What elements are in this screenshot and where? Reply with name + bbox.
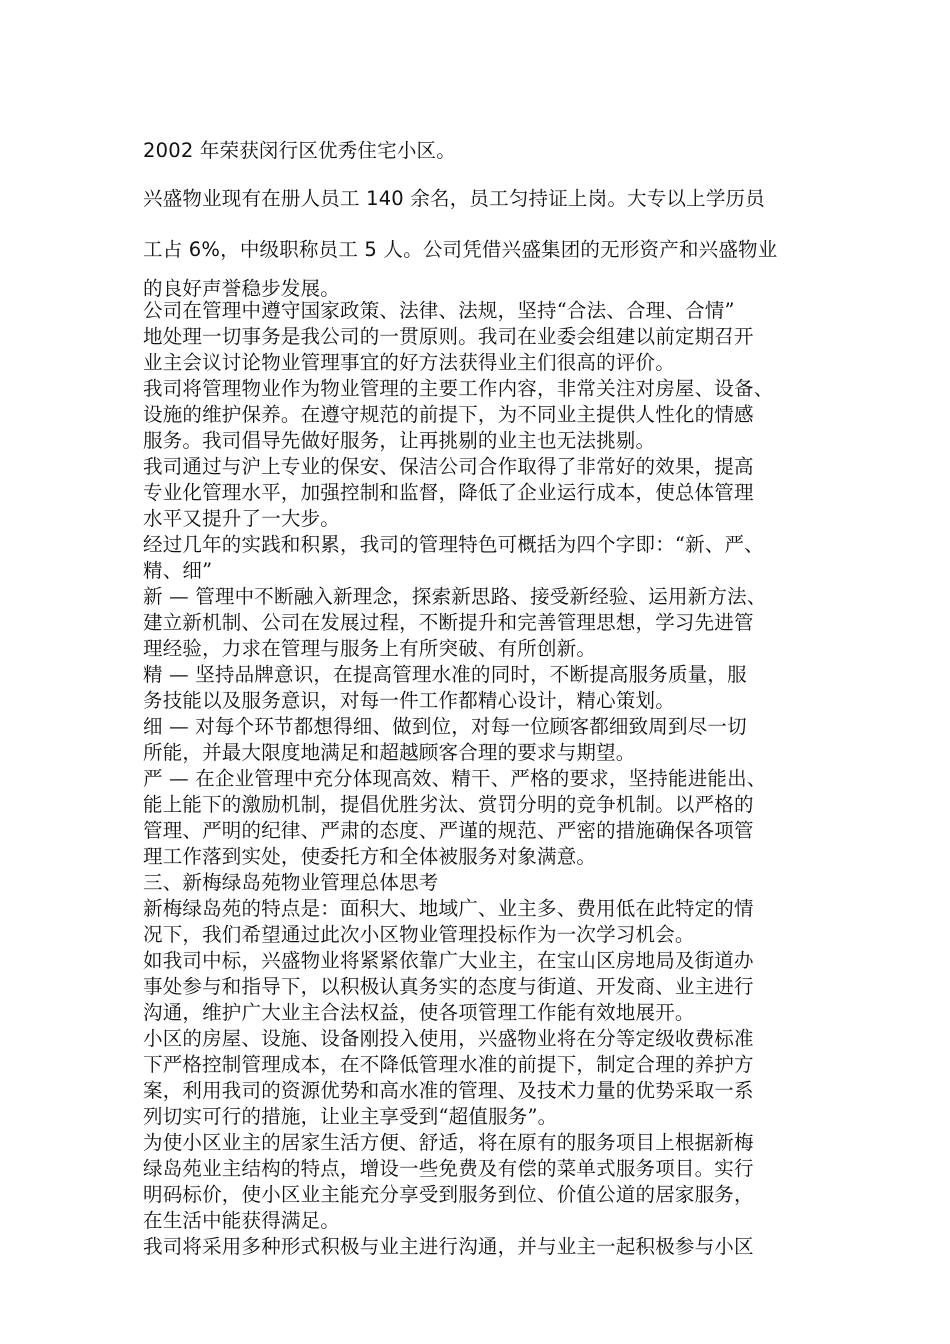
text-line: 设施的维护保养。在遵守规范的前提下，为不同业主提供人性化的情感 bbox=[143, 403, 754, 426]
text-line: 建立新机制、公司在发展过程，不断提升和完善管理思想，学习先进管 bbox=[143, 611, 754, 634]
text-line: 细 — 对每个环节都想得细、做到位，对每一位顾客都细致周到尽一切 bbox=[143, 715, 747, 738]
text-line: 务技能以及服务意识，对每一件工作都精心设计，精心策划。 bbox=[143, 689, 675, 712]
text-line: 地处理一切事务是我公司的一贯原则。我司在业委会组建以前定期召开 bbox=[143, 325, 754, 348]
text-line: 案，利用我司的资源优势和高水准的管理、及技术力量的优势采取一系 bbox=[143, 1079, 754, 1102]
text-line: 理工作落到实处，使委托方和全体被服务对象满意。 bbox=[143, 845, 597, 868]
text-line: 我司将采用多种形式积极与业主进行沟通，并与业主一起积极参与小区 bbox=[143, 1235, 754, 1258]
section-heading: 三、新梅绿岛苑物业管理总体思考 bbox=[143, 871, 439, 894]
text-line: 事处参与和指导下，以积极认真务实的态度与街道、开发商、业主进行 bbox=[143, 975, 754, 998]
text-line: 理经验，力求在管理与服务上有所突破、有所创新。 bbox=[143, 637, 597, 660]
text-line: 下严格控制管理成本，在不降低管理水准的前提下，制定合理的养护方 bbox=[143, 1053, 754, 1076]
text-line: 沟通，维护广大业主合法权益，使各项管理工作能有效地展开。 bbox=[143, 1001, 695, 1024]
text-line: 专业化管理水平，加强控制和监督，降低了企业运行成本，使总体管理 bbox=[143, 481, 754, 504]
text-line: 明码标价，使小区业主能充分享受到服务到位、价值公道的居家服务， bbox=[143, 1183, 754, 1206]
text-line: 小区的房屋、设施、设备刚投入使用，兴盛物业将在分等定级收费标准 bbox=[143, 1027, 754, 1050]
text-line: 况下，我们希望通过此次小区物业管理投标作为一次学习机会。 bbox=[143, 923, 695, 946]
text-line: 如我司中标，兴盛物业将紧紧依靠广大业主，在宝山区房地局及街道办 bbox=[143, 949, 754, 972]
text-line: 水平又提升了一大步。 bbox=[143, 507, 341, 530]
text-line: 精、细” bbox=[143, 559, 213, 582]
text-line: 严 — 在企业管理中充分体现高效、精干、严格的要求，坚持能进能出、 bbox=[143, 767, 767, 790]
text-line: 管理、严明的纪律、严肃的态度、严谨的规范、严密的措施确保各项管 bbox=[143, 819, 754, 842]
text-line: 我司通过与沪上专业的保安、保洁公司合作取得了非常好的效果，提高 bbox=[143, 455, 754, 478]
text-line: 列切实可行的措施，让业主享受到“超值服务”。 bbox=[143, 1105, 558, 1128]
text-line: 服务。我司倡导先做好服务，让再挑剔的业主也无法挑剔。 bbox=[143, 429, 656, 452]
text-line: 的良好声誉稳步发展。 bbox=[143, 277, 341, 300]
text-line: 兴盛物业现有在册人员工 140 余名，员工匀持证上岗。大专以上学历员 bbox=[143, 187, 765, 210]
text-line: 新梅绿岛苑的特点是：面积大、地域广、业主多、费用低在此特定的情 bbox=[143, 897, 754, 920]
text-line: 绿岛苑业主结构的特点，增设一些免费及有偿的菜单式服务项目。实行 bbox=[143, 1157, 754, 1180]
text-line: 所能，并最大限度地满足和超越顾客合理的要求与期望。 bbox=[143, 741, 636, 764]
text-line: 经过几年的实践和积累，我司的管理特色可概括为四个字即：“新、严、 bbox=[143, 533, 764, 556]
text-line: 公司在管理中遵守国家政策、法律、法规，坚持“合法、合理、合情” bbox=[143, 299, 735, 322]
text-line: 工占 6%，中级职称员工 5 人。公司凭借兴盛集团的无形资产和兴盛物业 bbox=[143, 238, 778, 261]
text-line: 精 — 坚持品牌意识，在提高管理水准的同时，不断提高服务质量，服 bbox=[143, 663, 747, 686]
text-line: 新 — 管理中不断融入新理念，探索新思路、接受新经验、运用新方法、 bbox=[143, 585, 767, 608]
text-line: 为使小区业主的居家生活方便、舒适，将在原有的服务项目上根据新梅 bbox=[143, 1131, 754, 1154]
text-line: 能上能下的激励机制，提倡优胜劣汰、赏罚分明的竞争机制。以严格的 bbox=[143, 793, 754, 816]
text-line: 我司将管理物业作为物业管理的主要工作内容，非常关注对房屋、设备、 bbox=[143, 377, 774, 400]
text-line: 2002 年荣获闵行区优秀住宅小区。 bbox=[143, 139, 456, 162]
text-line: 业主会议讨论物业管理事宜的好方法获得业主们很高的评价。 bbox=[143, 351, 675, 374]
text-line: 在生活中能获得满足。 bbox=[143, 1209, 341, 1232]
